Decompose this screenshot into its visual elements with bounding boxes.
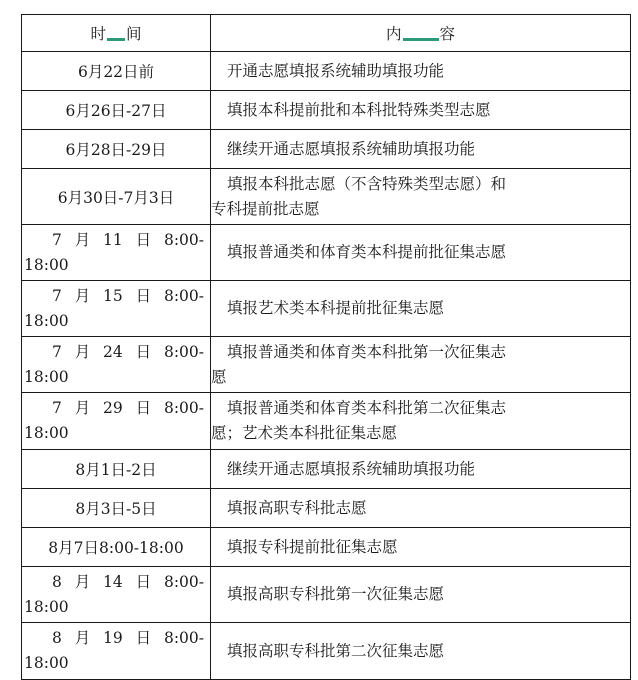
table-row xyxy=(22,567,631,623)
time-line-2: 18:00 xyxy=(24,255,69,274)
time-part: 日 xyxy=(135,399,152,417)
time-part: 日 xyxy=(135,572,152,591)
time-line-2: 18:00 xyxy=(24,311,69,330)
time-part: 8:00- xyxy=(163,230,204,249)
time-part: 8 xyxy=(52,629,62,647)
table-row xyxy=(22,169,631,225)
table-row xyxy=(22,450,631,489)
table-row xyxy=(22,489,631,528)
time-line-1 xyxy=(24,626,210,651)
time-part: 8:00- xyxy=(163,399,204,417)
content-text-line-1: 填报本科批志愿（不含特殊类型志愿）和 xyxy=(227,174,507,193)
time-line-2: 18:00 xyxy=(24,597,69,616)
time-part: 月 xyxy=(74,629,91,647)
time-part: 14 xyxy=(103,572,123,591)
time-line-1 xyxy=(24,228,210,253)
header-content-char-2: 容 xyxy=(439,25,456,43)
content-cell xyxy=(211,337,631,393)
header-time xyxy=(22,15,211,52)
content-text-line-2: 愿；艺术类本科批征集志愿 xyxy=(211,424,398,442)
time-line-1 xyxy=(24,396,210,421)
content-cell xyxy=(211,52,631,91)
content-text: 继续开通志愿填报系统辅助填报功能 xyxy=(227,459,476,478)
time-part: 日 xyxy=(135,342,152,361)
time-line-2: 18:00 xyxy=(24,424,69,442)
schedule-table xyxy=(21,14,631,680)
content-cell xyxy=(211,225,631,281)
table-row xyxy=(22,225,631,281)
content-text: 填报高职专科批第一次征集志愿 xyxy=(227,585,445,603)
time-part: 日 xyxy=(135,230,152,249)
table-header-row xyxy=(22,15,631,52)
header-time-char-2: 间 xyxy=(126,25,142,43)
content-cell xyxy=(211,623,631,680)
content-text: 开通志愿填报系统辅助填报功能 xyxy=(227,61,445,80)
content-text: 填报高职专科批第二次征集志愿 xyxy=(227,641,445,660)
table-row xyxy=(22,281,631,337)
time-cell xyxy=(22,567,211,623)
time-cell xyxy=(22,393,211,450)
time-part: 8:00- xyxy=(163,572,204,591)
content-text: 填报艺术类本科提前批征集志愿 xyxy=(227,299,445,317)
time-part: 日 xyxy=(135,286,152,305)
time-part: 8:00- xyxy=(163,286,204,305)
content-text: 填报专科提前批征集志愿 xyxy=(227,537,398,556)
time-part: 月 xyxy=(74,342,91,361)
table-row xyxy=(22,337,631,393)
time-cell: 8月7日8:00-18:00 xyxy=(22,528,211,567)
time-part: 月 xyxy=(74,230,91,249)
table-row xyxy=(22,393,631,450)
time-part: 8 xyxy=(52,572,62,591)
time-cell xyxy=(22,623,211,680)
content-text-line-1: 填报普通类和体育类本科批第二次征集志 xyxy=(227,399,507,417)
content-cell xyxy=(211,393,631,450)
content-text: 填报高职专科批志愿 xyxy=(227,498,367,517)
time-part: 7 xyxy=(52,399,62,417)
header-content-char-1: 内 xyxy=(385,25,402,43)
content-text-line-2: 专科提前批志愿 xyxy=(211,199,320,218)
table-row xyxy=(22,528,631,567)
time-line-2: 18:00 xyxy=(24,367,69,386)
time-cell xyxy=(22,337,211,393)
time-cell: 8月1日-2日 xyxy=(22,450,211,489)
table-row xyxy=(22,91,631,130)
table-row xyxy=(22,52,631,91)
time-part: 19 xyxy=(103,629,123,647)
content-text: 填报普通类和体育类本科提前批征集志愿 xyxy=(227,243,507,261)
content-text-line-2: 愿 xyxy=(211,367,227,386)
time-part: 7 xyxy=(52,230,62,249)
time-part: 月 xyxy=(74,572,91,591)
content-text: 继续开通志愿填报系统辅助填报功能 xyxy=(227,139,476,158)
time-part: 29 xyxy=(103,399,123,417)
content-cell xyxy=(211,450,631,489)
table-row xyxy=(22,130,631,169)
content-cell xyxy=(211,91,631,130)
time-cell: 6月22日前 xyxy=(22,52,211,91)
content-cell xyxy=(211,528,631,567)
header-content xyxy=(211,15,631,52)
content-cell xyxy=(211,281,631,337)
time-part: 月 xyxy=(74,286,91,305)
content-text-line-1: 填报普通类和体育类本科批第一次征集志 xyxy=(227,342,507,361)
time-cell xyxy=(22,225,211,281)
time-cell xyxy=(22,281,211,337)
time-line-2: 18:00 xyxy=(24,654,69,672)
time-part: 11 xyxy=(103,230,123,249)
time-part: 月 xyxy=(74,399,91,417)
time-line-1 xyxy=(24,570,210,595)
header-underline xyxy=(107,38,125,41)
content-text: 填报本科提前批和本科批特殊类型志愿 xyxy=(227,100,491,119)
time-part: 7 xyxy=(52,342,62,361)
time-cell: 6月30日-7月3日 xyxy=(22,169,211,225)
content-cell xyxy=(211,130,631,169)
time-part: 日 xyxy=(135,629,152,647)
time-cell: 8月3日-5日 xyxy=(22,489,211,528)
time-cell: 6月26日-27日 xyxy=(22,91,211,130)
content-cell xyxy=(211,169,631,225)
time-part: 8:00- xyxy=(163,342,204,361)
time-part: 8:00- xyxy=(163,629,204,647)
header-time-char-1: 时 xyxy=(90,25,106,43)
time-part: 7 xyxy=(52,286,62,305)
content-cell xyxy=(211,489,631,528)
time-line-1 xyxy=(24,284,210,309)
time-line-1 xyxy=(24,340,210,365)
header-underline xyxy=(403,38,439,41)
time-part: 15 xyxy=(103,286,123,305)
time-part: 24 xyxy=(103,342,123,361)
time-cell: 6月28日-29日 xyxy=(22,130,211,169)
content-cell xyxy=(211,567,631,623)
table-row xyxy=(22,623,631,680)
